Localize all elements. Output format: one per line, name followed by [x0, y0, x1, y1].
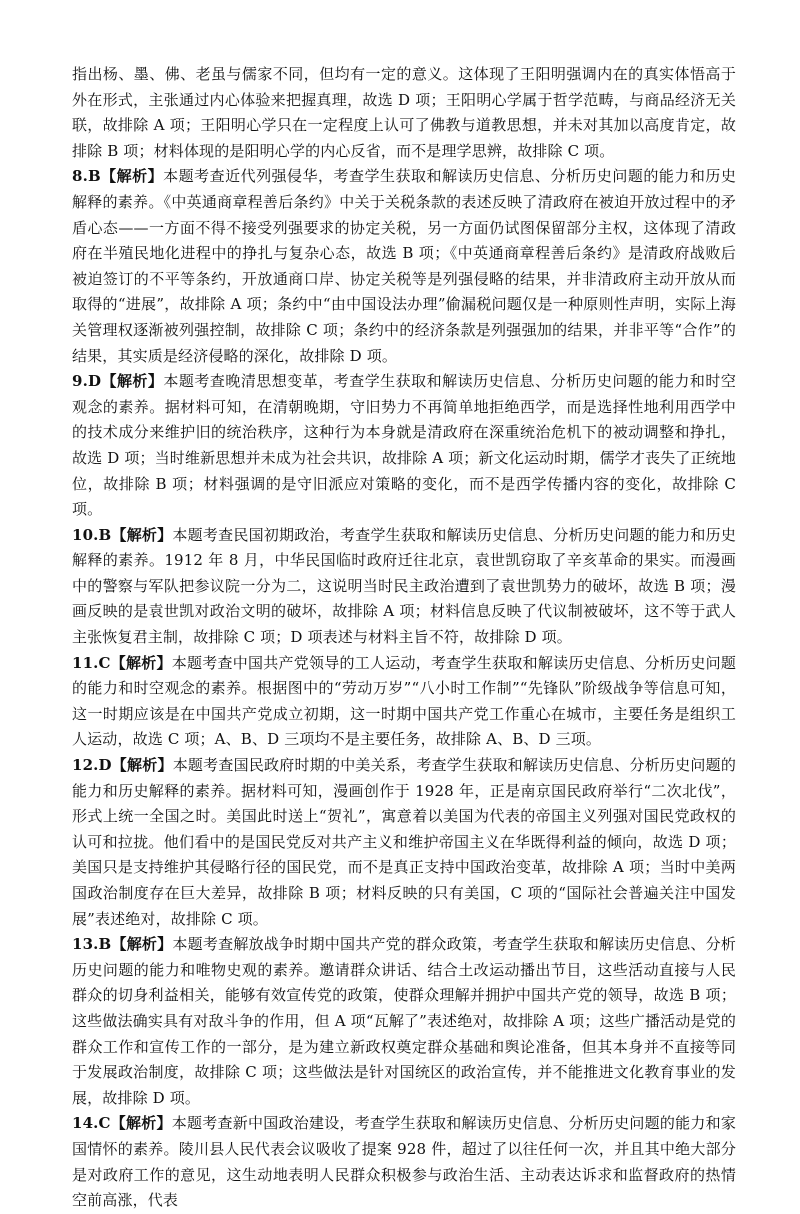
paragraph-text: 本题考查近代列强侵华，考查学生获取和解读历史信息、分析历史问题的能力和历史解释的素养。《中英通商章程善后条约》中关于关税条款的表述反映了清政府在被迫开放过程中的矛盾心态——一方面不得不接受列强要求的协定关税，另一方面仍试图保留部分主权，这体现了清政府在半殖民地化进程中的挣扎与复杂心态，故选 B 项；《中英通商章程善后条约》是清政府战败后被迫签订的不平等条约，开放通商口岸、协定关税等是列强侵略的结果，并非清政府主动开放从而取得的“进展”，故排除 A 项；条约中“由中国设法办理”偷漏税问题仅是一种原则性声明，实际上海关管理权逐渐被列强控制，故排除 C 项；条约中的经济条款是列强强加的结果，并非平等“合作”的结果，其实质是经济侵略的深化，故排除 D 项。 — [72, 167, 736, 365]
analysis-tag: 【解析】 — [101, 372, 164, 391]
answer-paragraph-9 — [72, 369, 736, 523]
question-number: 14.C — [72, 1114, 111, 1133]
question-number: 10.B — [72, 525, 112, 544]
analysis-tag: 【解析】 — [111, 935, 173, 954]
answer-paragraph-10 — [72, 523, 736, 651]
answer-paragraph-7-continued — [72, 62, 736, 164]
analysis-tag: 【解析】 — [111, 525, 173, 544]
question-number: 8.B — [72, 167, 101, 186]
answer-paragraph-12 — [72, 753, 736, 932]
answer-paragraph-13 — [72, 932, 736, 1111]
paragraph-text: 本题考查国民政府时期的中美关系，考查学生获取和解读历史信息、分析历史问题的能力和历史解释的素养。据材料可知，漫画创作于 1928 年，正是南京国民政府举行“二次北伐”，形式上统一全国之时。美国此时送上“贺礼”，寓意着以美国为代表的帝国主义列强对国民党政权的认可和拉拢。他们看中的是国民党反对共产主义和维护帝国主义在华既得利益的倾向，故选 D 项；美国只是支持维护其侵略行径的国民党，而不是真正支持中国政治变革，故排除 A 项；当时中美两国政治制度存在巨大差异，故排除 B 项；材料反映的只有美国，C 项的“国际社会普遍关注中国发展”表述绝对，故排除 C 项。 — [72, 756, 736, 928]
paragraph-text: 本题考查中国共产党领导的工人运动，考查学生获取和解读历史信息、分析历史问题的能力和时空观念的素养。根据图中的“劳动万岁”“八小时工作制”“先锋队”阶级战争等信息可知，这一时期应该是在中国共产党成立初期，这一时期中国共产党工作重心在城市，主要任务是组织工人运动，故选 C 项；A、B、D 三项均不是主要任务，故排除 A、B、D 三项。 — [72, 653, 736, 749]
answer-paragraph-14 — [72, 1111, 736, 1213]
paragraph-text: 指出杨、墨、佛、老虽与儒家不同，但均有一定的意义。这体现了王阳明强调内在的真实体悟高于外在形式，主张通过内心体验来把握真理，故选 D 项；王阳明心学属于哲学范畴，与商品经济无关联，故排除 A 项；王阳明心学只在一定程度上认可了佛教与道教思想，并未对其加以高度肯定，故排除 B 项；材料体现的是阳明心学的内心反省，而不是理学思辨，故排除 C 项。 — [72, 65, 736, 160]
analysis-tag: 【解析】 — [100, 167, 164, 186]
paragraph-text: 本题考查新中国政治建设，考查学生获取和解读历史信息、分析历史问题的能力和家国情怀的素养。陵川县人民代表会议吸收了提案 928 件，超过了以往任何一次，并且其中绝大部分是对政府工作的意见，这生动地表明人民群众积极参与政治生活、主动表达诉求和监督政府的热情空前高涨，代表 — [72, 1114, 736, 1210]
question-number: 12.D — [72, 756, 112, 775]
analysis-tag: 【解析】 — [110, 653, 172, 672]
paragraph-text: 本题考查解放战争时期中国共产党的群众政策，考查学生获取和解读历史信息、分析历史问题的能力和唯物史观的素养。邀请群众讲话、结合土改运动播出节目，这些活动直接与人民群众的切身利益相关，能够有效宣传党的政策，使群众理解并拥护中国共产党的领导，故选 B 项；这些做法确实具有对敌斗争的作用，但 A 项“瓦解了”表述绝对，故排除 A 项；这些广播活动是党的群众工作和宣传工作的一部分，是为建立新政权奠定群众基础和舆论准备，但其本身并不直接等同于发展政治制度，故排除 C 项；这些做法是针对国统区的政治宣传，并不能推进文化教育事业的发展，故排除 D 项。 — [72, 935, 736, 1107]
answer-paragraph-8 — [72, 164, 736, 369]
paragraph-text: 本题考查晚清思想变革，考查学生获取和解读历史信息、分析历史问题的能力和时空观念的素养。据材料可知，在清朝晚期，守旧势力不再简单地拒绝西学，而是选择性地利用西学中的技术成分来维护旧的统治秩序，这种行为本身就是清政府在深重统治危机下的被动调整和挣扎，故选 D 项；当时维新思想并未成为社会共识，故排除 A 项；新文化运动时期，儒学才丧失了正统地位，故排除 B 项；材料强调的是守旧派应对策略的变化，而不是西学传播内容的变化，故排除 C 项。 — [72, 372, 736, 519]
analysis-tag: 【解析】 — [110, 1114, 172, 1133]
question-number: 9.D — [72, 372, 102, 391]
question-number: 11.C — [72, 653, 111, 672]
paragraph-text: 本题考查民国初期政治，考查学生获取和解读历史信息、分析历史问题的能力和历史解释的素养。1912 年 8 月，中华民国临时政府迁往北京，袁世凯窃取了辛亥革命的果实。而漫画中的警察与军队把参议院一分为二，这说明当时民主政治遭到了袁世凯势力的破坏，故选 B 项；漫画反映的是袁世凯对政治文明的破坏，故排除 A 项；材料信息反映了代议制被破坏，这不等于武人主张恢复君主制，故排除 C 项；D 项表述与材料主旨不符，故排除 D 项。 — [72, 525, 736, 647]
analysis-tag: 【解析】 — [111, 756, 173, 775]
question-number: 13.B — [72, 935, 112, 954]
answer-paragraph-11 — [72, 651, 736, 753]
